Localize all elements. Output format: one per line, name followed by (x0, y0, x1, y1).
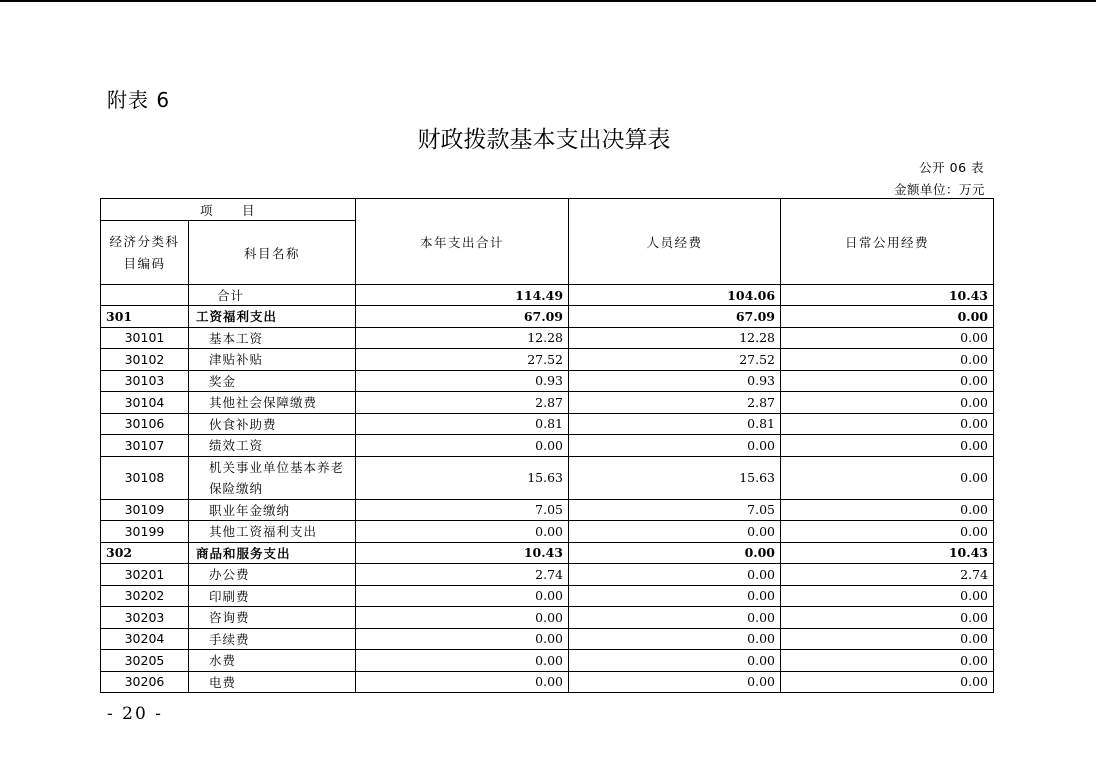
row-name: 基本工资 (189, 327, 356, 349)
total-code-cell (101, 285, 189, 306)
row-total: 2.87 (356, 392, 569, 414)
row-public: 2.74 (781, 564, 994, 586)
row-code: 30108 (101, 456, 189, 499)
row-personnel: 0.81 (569, 413, 781, 435)
row-personnel: 15.63 (569, 456, 781, 499)
row-personnel: 2.87 (569, 392, 781, 414)
table-row (101, 349, 994, 371)
page-number: - 20 - (107, 704, 163, 724)
row-total: 0.00 (356, 585, 569, 607)
row-total: 0.00 (356, 628, 569, 650)
row-total: 12.28 (356, 327, 569, 349)
row-name: 伙食补助费 (189, 413, 356, 435)
row-public: 0.00 (781, 671, 994, 693)
row-personnel: 0.00 (569, 585, 781, 607)
row-code: 30202 (101, 585, 189, 607)
row-personnel: 0.00 (569, 564, 781, 586)
category-row (101, 542, 994, 564)
table-row (101, 499, 994, 521)
row-code: 30104 (101, 392, 189, 414)
row-public: 0.00 (781, 435, 994, 457)
row-total: 0.00 (356, 435, 569, 457)
row-public: 0.00 (781, 585, 994, 607)
row-code: 30101 (101, 327, 189, 349)
row-public: 0.00 (781, 306, 994, 328)
header-code: 经济分类科目编码 (101, 221, 189, 285)
row-personnel: 0.00 (569, 542, 781, 564)
row-public: 0.00 (781, 392, 994, 414)
row-personnel: 7.05 (569, 499, 781, 521)
row-name: 津贴补贴 (189, 349, 356, 371)
row-public: 0.00 (781, 413, 994, 435)
table-row (101, 521, 994, 543)
row-code: 30106 (101, 413, 189, 435)
row-personnel: 27.52 (569, 349, 781, 371)
row-name: 手续费 (189, 628, 356, 650)
row-code: 30203 (101, 607, 189, 629)
row-name: 商品和服务支出 (189, 542, 356, 564)
row-personnel: 0.00 (569, 628, 781, 650)
row-public: 0.00 (781, 499, 994, 521)
total-total: 114.49 (356, 285, 569, 306)
row-name: 机关事业单位基本养老保险缴纳 (189, 456, 356, 499)
row-total: 67.09 (356, 306, 569, 328)
row-personnel: 67.09 (569, 306, 781, 328)
row-name: 职业年金缴纳 (189, 499, 356, 521)
row-public: 0.00 (781, 607, 994, 629)
row-personnel: 0.93 (569, 370, 781, 392)
row-code: 30201 (101, 564, 189, 586)
table-row (101, 413, 994, 435)
expenditure-table (100, 198, 994, 693)
table-row (101, 650, 994, 672)
header-row-1 (101, 199, 994, 221)
row-personnel: 0.00 (569, 650, 781, 672)
row-code: 30204 (101, 628, 189, 650)
row-name: 其他社会保障缴费 (189, 392, 356, 414)
row-public: 0.00 (781, 521, 994, 543)
row-public: 10.43 (781, 542, 994, 564)
row-total: 0.93 (356, 370, 569, 392)
row-name: 印刷费 (189, 585, 356, 607)
row-total: 27.52 (356, 349, 569, 371)
row-name: 绩效工资 (189, 435, 356, 457)
row-public: 0.00 (781, 327, 994, 349)
table-row (101, 370, 994, 392)
row-public: 0.00 (781, 349, 994, 371)
row-name: 水费 (189, 650, 356, 672)
document-title (0, 121, 1096, 154)
row-personnel: 12.28 (569, 327, 781, 349)
row-name: 奖金 (189, 370, 356, 392)
row-total: 0.00 (356, 607, 569, 629)
header-public: 日常公用经费 (781, 199, 994, 285)
header-subject: 科目名称 (189, 221, 356, 285)
total-label: 合计 (189, 285, 356, 306)
row-code: 302 (101, 542, 189, 564)
row-code: 30199 (101, 521, 189, 543)
table-row (101, 671, 994, 693)
row-total: 0.00 (356, 650, 569, 672)
total-public: 10.43 (781, 285, 994, 306)
row-total: 0.00 (356, 521, 569, 543)
row-code: 30205 (101, 650, 189, 672)
header-personnel: 人员经费 (569, 199, 781, 285)
row-name: 其他工资福利支出 (189, 521, 356, 543)
row-name: 电费 (189, 671, 356, 693)
table-row (101, 456, 994, 499)
row-total: 7.05 (356, 499, 569, 521)
form-code: 公开 06 表 (919, 160, 984, 175)
row-code: 301 (101, 306, 189, 328)
row-public: 0.00 (781, 370, 994, 392)
row-total: 10.43 (356, 542, 569, 564)
row-personnel: 0.00 (569, 671, 781, 693)
appendix-label: 附表 6 (107, 88, 171, 112)
row-personnel: 0.00 (569, 607, 781, 629)
header-project: 项 目 (101, 199, 356, 221)
table-row (101, 392, 994, 414)
row-code: 30107 (101, 435, 189, 457)
row-personnel: 0.00 (569, 521, 781, 543)
total-personnel: 104.06 (569, 285, 781, 306)
table-row (101, 607, 994, 629)
row-total: 0.81 (356, 413, 569, 435)
row-code: 30206 (101, 671, 189, 693)
table-row (101, 327, 994, 349)
amount-unit: 金额单位：万元 (893, 182, 985, 197)
document-title-text: 财政拨款基本支出决算表 (417, 127, 671, 153)
row-total: 15.63 (356, 456, 569, 499)
row-code: 30103 (101, 370, 189, 392)
row-name: 工资福利支出 (189, 306, 356, 328)
row-name: 咨询费 (189, 607, 356, 629)
row-code: 30109 (101, 499, 189, 521)
row-personnel: 0.00 (569, 435, 781, 457)
table-row (101, 435, 994, 457)
row-public: 0.00 (781, 456, 994, 499)
category-row (101, 306, 994, 328)
table-row (101, 628, 994, 650)
row-name: 办公费 (189, 564, 356, 586)
row-total: 0.00 (356, 671, 569, 693)
row-code: 30102 (101, 349, 189, 371)
header-total: 本年支出合计 (356, 199, 569, 285)
top-border-line (0, 0, 1096, 2)
table-row (101, 564, 994, 586)
row-total: 2.74 (356, 564, 569, 586)
table-row (101, 585, 994, 607)
row-public: 0.00 (781, 650, 994, 672)
total-row (101, 285, 994, 306)
row-public: 0.00 (781, 628, 994, 650)
